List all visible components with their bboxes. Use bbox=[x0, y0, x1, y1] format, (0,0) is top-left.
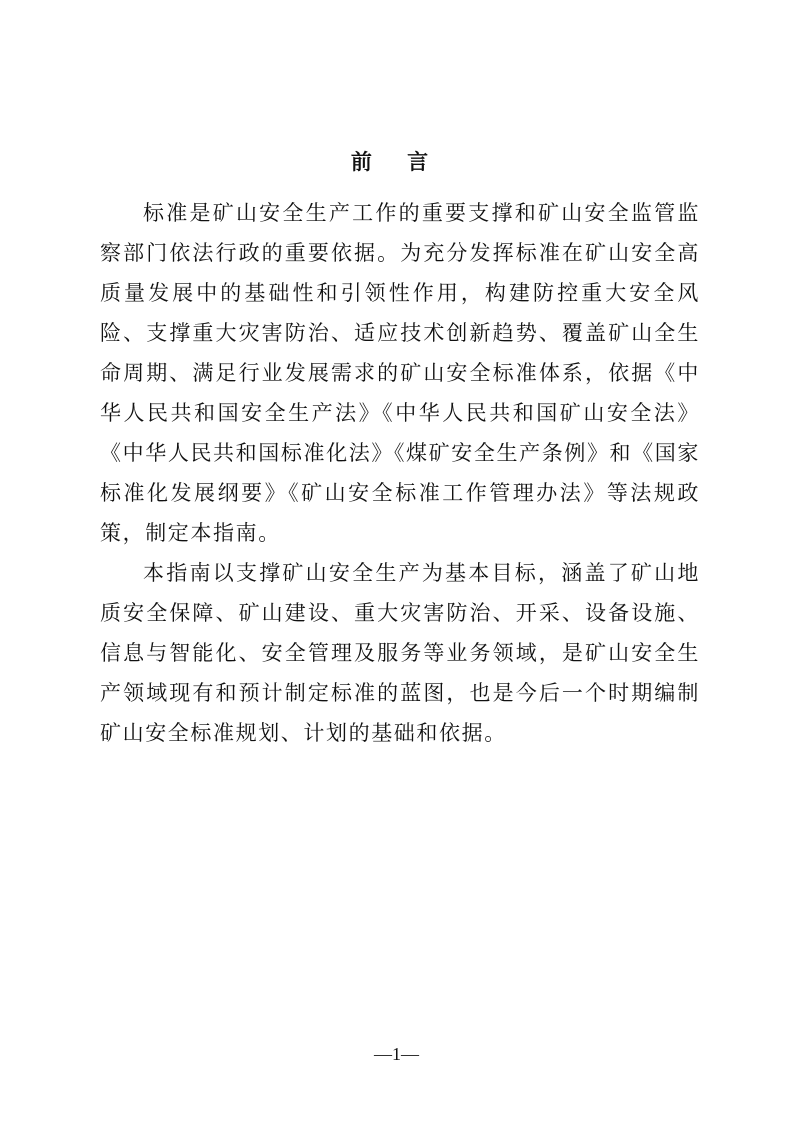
document-body bbox=[100, 193, 700, 753]
page-number: —1— bbox=[374, 1044, 419, 1064]
paragraph-intro: 标准是矿山安全生产工作的重要支撑和矿山安全监管监察部门依法行政的重要依据。为充分发挥标准在矿山安全高质量发展中的基础性和引领性作用，构建防控重大安全风险、支撑重大灾害防治、适应技术创新趋势、覆盖矿山全生命周期、满足行业发展需求的矿山安全标准体系，依据《中华人民共和国安全生产法》《中华人民共和国矿山安全法》《中华人民共和国标准化法》《煤矿安全生产条例》和《国家标准化发展纲要》《矿山安全标准工作管理办法》等法规政策，制定本指南。 bbox=[100, 201, 700, 545]
page-title: 前 言 bbox=[350, 149, 443, 174]
paragraph-scope: 本指南以支撑矿山安全生产为基本目标，涵盖了矿山地质安全保障、矿山建设、重大灾害防治、开采、设备设施、信息与智能化、安全管理及服务等业务领域，是矿山安全生产领域现有和预计制定标准的蓝图，也是今后一个时期编制矿山安全标准规划、计划的基础和依据。 bbox=[100, 561, 700, 745]
